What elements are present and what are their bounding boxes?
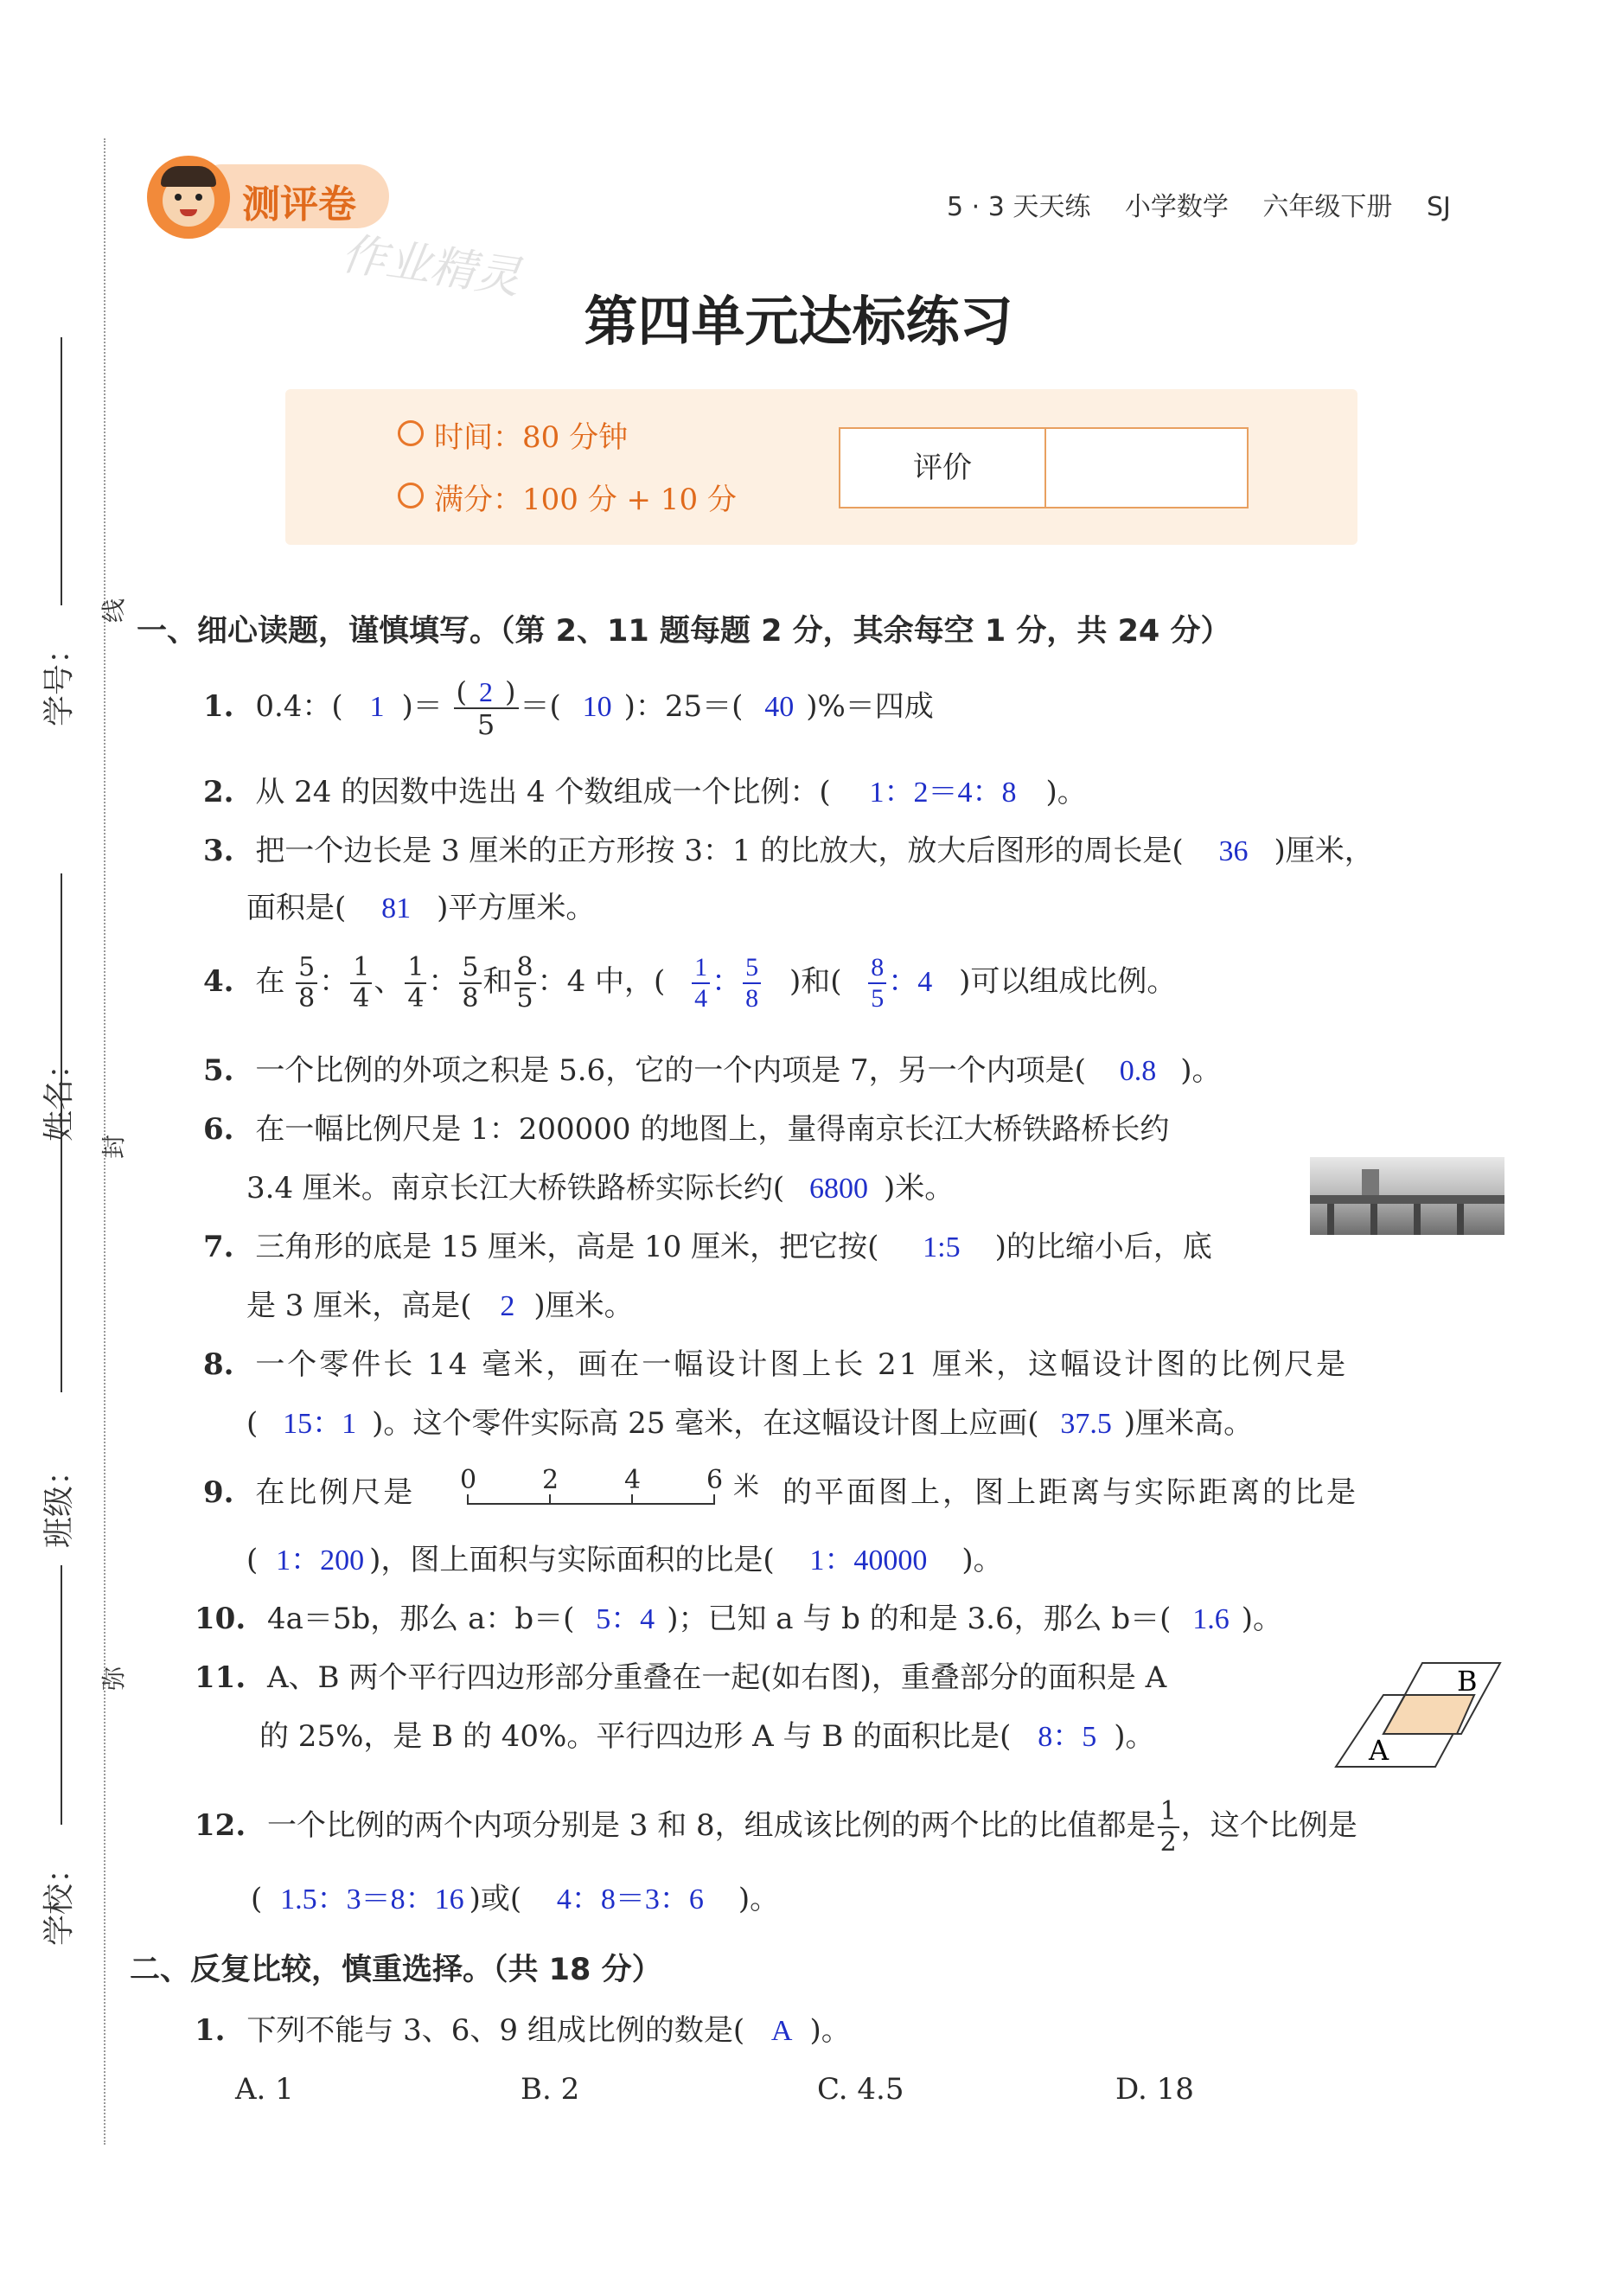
option-d[interactable]: D. 18: [1115, 2072, 1194, 2107]
question-1: [203, 675, 934, 756]
q-text: 的 25%，是 B 的 40%。平行四边形 A 与 B 的面积比是(: [259, 1719, 1012, 1754]
q-number: 5.: [203, 1053, 234, 1088]
section1-title: 一、细心读题，谨慎填写。（第 2、11 题每题 2 分，其余每空 1 分，共 24 分）: [137, 614, 1231, 649]
q-text: (: [246, 1543, 259, 1577]
q-text: )。: [961, 1543, 1003, 1577]
fraction-num: 8: [514, 955, 536, 984]
answer[interactable]: 40: [764, 691, 795, 723]
answer[interactable]: [868, 955, 886, 1012]
rating-label: 评价: [840, 429, 1046, 507]
q-text: (: [246, 1406, 259, 1441]
answer[interactable]: 5：4: [596, 1603, 655, 1635]
question-11: [195, 1660, 1166, 1695]
q-number: 7.: [203, 1230, 234, 1264]
fraction-num: 1: [350, 955, 372, 984]
q-text: 的平面图上，图上距离与实际距离的比是: [783, 1475, 1358, 1510]
label-b: B: [1457, 1665, 1478, 1698]
q-text: 0.4：(: [255, 689, 343, 724]
q-text: 一个比例的外项之积是 5.6，它的一个内项是 7，另一个内项是(: [255, 1053, 1086, 1088]
q-text: 三角形的底是 15 厘米，高是 10 厘米，把它按(: [255, 1230, 879, 1264]
answer[interactable]: 2: [479, 676, 494, 707]
q-text: 、: [374, 964, 404, 999]
q-number: 11.: [195, 1660, 246, 1695]
time-label: 时间：80 分钟: [434, 420, 629, 455]
overlap-region: [1383, 1695, 1474, 1734]
answer[interactable]: 0.8: [1119, 1055, 1157, 1087]
answer[interactable]: 81: [381, 892, 412, 924]
q-text: )；已知 a 与 b 的和是 3.6，那么 b＝(: [667, 1602, 1172, 1636]
q-number: 4.: [203, 964, 234, 999]
edition: SJ: [1426, 192, 1451, 222]
question-6: [203, 1112, 1169, 1147]
answer[interactable]: 1：2＝4：8: [869, 777, 1017, 809]
answer[interactable]: 15：1: [283, 1408, 357, 1440]
q-text: 3.4 厘米。南京长江大桥铁路桥实际长约(: [246, 1171, 785, 1206]
q-text: )平方厘米。: [437, 891, 596, 925]
q-number: 8.: [203, 1347, 234, 1382]
rating-field[interactable]: [1046, 429, 1247, 507]
answer[interactable]: 4：8＝3：6: [556, 1883, 704, 1915]
q-text: 一个零件长 14 毫米，画在一幅设计图上长 21 厘米，这幅设计图的比例尺是: [255, 1347, 1349, 1382]
page-title: 第四单元达标练习: [584, 290, 1013, 353]
label-class: 班级：: [42, 1454, 77, 1548]
question-4: [203, 952, 1177, 1024]
fraction-num: 5: [459, 955, 481, 984]
q-number: 1.: [195, 2013, 226, 2048]
q-text: )或(: [469, 1882, 522, 1916]
fraction: [514, 952, 536, 1014]
q-number: 12.: [195, 1808, 246, 1843]
fraction-den: 4: [353, 983, 370, 1014]
q-text: )＝: [401, 689, 443, 724]
q-text: 是 3 厘米，高是(: [246, 1289, 472, 1323]
s2-question-1: [195, 2013, 851, 2049]
q-text: )厘米高。: [1123, 1406, 1254, 1441]
q-text: 一个比例的两个内项分别是 3 和 8，组成该比例的两个比的比值都是: [266, 1808, 1156, 1843]
label-name: 姓名：: [42, 1047, 77, 1142]
scale-tick-label: 0: [460, 1465, 477, 1495]
question-7: [203, 1230, 1212, 1265]
q-text: )厘米。: [533, 1289, 634, 1323]
fraction-den: 4: [694, 984, 708, 1013]
q-text: )，图上面积与实际面积的比是(: [369, 1543, 775, 1577]
clock-icon: [398, 420, 424, 446]
option-b[interactable]: B. 2: [521, 2072, 580, 2107]
question-9-line2: [246, 1543, 1003, 1578]
question-3-line2: [246, 891, 595, 926]
subject: 小学数学: [1124, 192, 1229, 222]
q-number: 2.: [203, 775, 234, 809]
label-number: 学号：: [42, 632, 77, 726]
fraction-den: 8: [462, 983, 479, 1014]
answer[interactable]: [743, 955, 761, 1012]
q-text: ，这个比例是: [1180, 1808, 1357, 1843]
fraction-num: 8: [868, 955, 886, 984]
q-text: 面积是(: [246, 891, 347, 925]
option-a[interactable]: A. 1: [235, 2072, 294, 2107]
answer[interactable]: A: [770, 2015, 793, 2047]
q-text: )。这个零件实际高 25 毫米，在这幅设计图上应画(: [372, 1406, 1039, 1441]
answer[interactable]: 10: [582, 691, 612, 723]
q-text: 4a＝5b，那么 a：b＝(: [266, 1602, 575, 1636]
answer[interactable]: 36: [1218, 835, 1249, 867]
answer[interactable]: 2: [500, 1290, 515, 1322]
score-label: 满分：100 分 + 10 分: [434, 483, 737, 517]
answer[interactable]: 1:5: [923, 1231, 961, 1263]
q-number: 10.: [195, 1602, 246, 1636]
info-banner: [285, 389, 1357, 545]
option-c[interactable]: C. 4.5: [817, 2072, 904, 2107]
answer[interactable]: [692, 955, 710, 1012]
fraction-den: 5: [871, 984, 885, 1013]
q-text: A、B 两个平行四边形部分重叠在一起(如右图)，重叠部分的面积是 A: [266, 1660, 1167, 1695]
question-3: [203, 834, 1374, 869]
q-text: 从 24 的因数中选出 4 个数组成一个比例：(: [255, 775, 831, 809]
q-text: )。: [1114, 1719, 1155, 1754]
q-text: 在比例尺是: [255, 1475, 416, 1510]
fraction-num: ( 2 ): [454, 678, 519, 709]
q-text: )。: [738, 1882, 780, 1916]
question-9-cont: [783, 1475, 1358, 1510]
fraction-den: 5: [516, 983, 533, 1014]
q-text: )：25＝(: [623, 689, 744, 724]
question-6-line2: [246, 1171, 954, 1206]
answer[interactable]: ：4: [888, 966, 933, 998]
bridge-photo: [1310, 1157, 1504, 1235]
fraction-num: 1: [1158, 1799, 1179, 1828]
header-series: [947, 185, 1451, 223]
fraction-num: 1: [692, 955, 710, 984]
badge-text: 测评卷: [242, 182, 356, 227]
mascot-icon: [147, 156, 230, 239]
question-8-line2: [246, 1406, 1253, 1442]
label-school: 学校：: [42, 1852, 77, 1946]
fraction: [454, 675, 519, 741]
question-9: [203, 1475, 415, 1510]
answer[interactable]: 37.5: [1060, 1408, 1112, 1440]
question-5: [203, 1053, 1221, 1089]
q-text: 下列不能与 3、6、9 组成比例的数是(: [246, 2013, 745, 2048]
question-8: [203, 1347, 1348, 1382]
fraction: [1158, 1796, 1179, 1858]
q-text: )米。: [883, 1171, 955, 1206]
scale-tick-label: 2: [542, 1465, 559, 1495]
mark-seal: 封: [99, 1134, 128, 1159]
fraction-num: 1: [405, 955, 426, 984]
q-text: )可以组成比例。: [959, 964, 1177, 999]
question-10: [195, 1602, 1282, 1637]
fraction: [296, 952, 317, 1014]
binding-rule: [61, 1565, 62, 1825]
binding-rule: [61, 337, 62, 605]
q-number: 6.: [203, 1112, 234, 1147]
fraction-den: 8: [745, 984, 759, 1013]
question-2: [203, 775, 1087, 810]
q-text: )厘米，: [1274, 834, 1374, 868]
q-text: )和(: [789, 964, 842, 999]
q-text: )%＝四成: [806, 689, 934, 724]
answer[interactable]: ：: [712, 966, 742, 998]
q-text: )。: [1241, 1602, 1283, 1636]
q-number: 1.: [203, 689, 234, 724]
answer[interactable]: 1.5：3＝8：16: [280, 1883, 464, 1915]
q-text: 在一幅比例尺是 1：200000 的地图上，量得南京长江大桥铁路桥长约: [255, 1112, 1170, 1147]
fraction: [405, 952, 426, 1014]
mark-bind: 弥: [99, 1666, 128, 1691]
rating-box: [839, 427, 1249, 508]
fraction: [459, 952, 481, 1014]
fraction-num: 5: [743, 955, 761, 984]
label-a: A: [1369, 1734, 1389, 1767]
fraction-den: 4: [407, 983, 425, 1014]
q-text: )。: [1180, 1053, 1222, 1088]
section2-title: 二、反复比较，慎重选择。（共 18 分）: [130, 1953, 662, 1987]
mark-line: 线: [99, 598, 128, 623]
question-12: [195, 1796, 1357, 1868]
fraction: [350, 952, 372, 1014]
q-text: ：: [319, 964, 349, 999]
q-text: )。: [809, 2013, 851, 2048]
answer[interactable]: 1：200: [276, 1545, 365, 1577]
question-12-line2: [251, 1882, 779, 1917]
answer[interactable]: 8：5: [1038, 1721, 1097, 1753]
fraction-den: 2: [1159, 1827, 1177, 1858]
q-number: 9.: [203, 1475, 234, 1510]
answer[interactable]: 6800: [808, 1173, 868, 1205]
question-11-line2: [259, 1719, 1154, 1755]
q-text: (: [251, 1882, 263, 1916]
q-text: ：: [428, 964, 458, 999]
scale-unit: 米: [733, 1472, 759, 1502]
q-text: 把一个边长是 3 厘米的正方形按 3：1 的比放大，放大后图形的周长是(: [255, 834, 1184, 868]
q-text: ：4 中，(: [537, 964, 666, 999]
answer[interactable]: 1: [369, 691, 385, 723]
grade: 六年级下册: [1262, 192, 1393, 222]
q-text: 和: [482, 964, 513, 999]
q-text: 在: [255, 964, 285, 999]
q-number: 3.: [203, 834, 234, 868]
fraction-den: 8: [298, 983, 316, 1014]
check-icon: [398, 483, 424, 508]
question-7-line2: [246, 1289, 634, 1324]
scale-bar: [458, 1465, 770, 1517]
parallelogram-figure: [1327, 1656, 1504, 1773]
q-text: )。: [1045, 775, 1087, 809]
answer[interactable]: 1：40000: [809, 1545, 928, 1577]
fraction-den: 5: [476, 708, 495, 741]
q-text: )的比缩小后，底: [994, 1230, 1212, 1264]
series-name: 5 · 3 天天练: [947, 192, 1091, 222]
answer[interactable]: 1.6: [1192, 1603, 1230, 1635]
fraction-num: 5: [296, 955, 317, 984]
scale-tick-label: 6: [706, 1465, 724, 1495]
q-text: ＝(: [520, 689, 561, 724]
watermark: 作业精灵: [338, 227, 524, 305]
scale-tick-label: 4: [624, 1465, 642, 1495]
